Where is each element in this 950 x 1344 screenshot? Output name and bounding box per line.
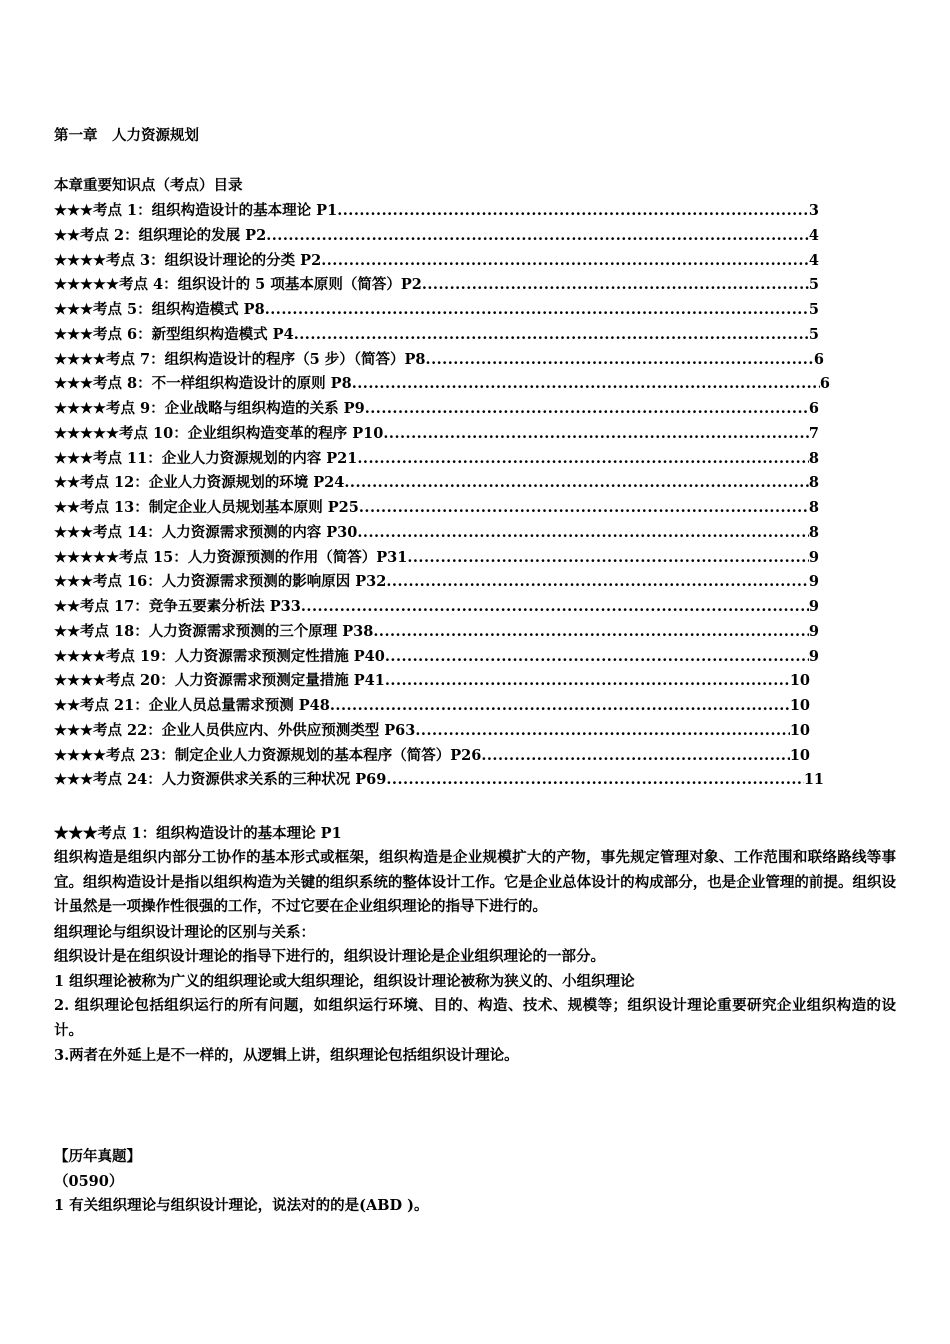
chapter-title: 第一章 人力资源规划 — [54, 127, 199, 144]
toc-title: 考点 11：企业人力资源规划的内容 P21 — [93, 449, 358, 467]
toc-item — [54, 523, 819, 543]
toc-title: 考点 17：竞争五要素分析法 P33 — [80, 598, 301, 615]
toc-item — [54, 251, 819, 271]
toc-title: 考点 4：组织设计的 5 项基本原则（简答）P2 — [119, 276, 422, 294]
toc-page-number: 5 — [808, 325, 819, 343]
toc-item — [54, 473, 819, 493]
exam-question: 1 有关组织理论与组织设计理论，说法对的的是(ABD )。 — [54, 1197, 429, 1214]
toc-leader — [386, 770, 803, 790]
toc-page-number: 8 — [808, 449, 819, 467]
toc-leader — [422, 275, 809, 295]
toc-stars: ★★★ — [54, 325, 93, 343]
toc-page-number: 7 — [808, 424, 819, 442]
toc-page-number: 10 — [789, 697, 810, 714]
toc-page-number: 9 — [808, 622, 819, 640]
toc-leader — [359, 498, 809, 518]
toc-leader — [266, 226, 809, 246]
toc-stars: ★★★ — [54, 771, 93, 789]
toc-stars: ★★★★ — [54, 647, 106, 665]
toc-item — [54, 424, 819, 444]
toc-title: 考点 1：组织构造设计的基本理论 P1 — [93, 202, 338, 219]
toc-leader — [426, 350, 814, 370]
toc-title: 考点 12：企业人力资源规划的环境 P24 — [80, 474, 345, 492]
toc-leader — [357, 449, 809, 469]
toc-page-number: 10 — [789, 721, 810, 739]
toc-title: 考点 6：新型组织构造模式 P4 — [93, 325, 294, 343]
toc-stars: ★★ — [54, 499, 80, 516]
toc-stars: ★★★★ — [54, 251, 106, 269]
toc-title: 考点 24：人力资源供求关系的三种状况 P69 — [93, 771, 387, 789]
section-intro: 组织构造是组织内部分工协作的基本形式或框架，组织构造是企业规模扩大的产物，事先规定管理对象、工作范围和联络路线等事宜。组织构造设计是指以组织构造为关键的组织系统的整体设计工作。它是企业总体设计的构成部分，也是企业管理的前提。组织设计虽然是一项操作性很强的工作，不过它要在企业组织理论的指导下进行的。 — [54, 849, 896, 915]
toc-title: 考点 8：不一样组织构造设计的原则 P8 — [93, 375, 352, 393]
toc-item — [54, 300, 819, 320]
toc-leader — [352, 374, 820, 394]
toc-leader — [337, 201, 809, 221]
toc-item — [54, 671, 810, 691]
toc-title: 考点 2：组织理论的发展 P2 — [80, 226, 267, 244]
toc-stars: ★★★★ — [54, 672, 106, 690]
toc-stars: ★★★ — [54, 301, 93, 318]
toc-stars: ★★ — [54, 474, 80, 492]
toc-page-number: 10 — [789, 672, 810, 690]
toc-leader — [330, 696, 790, 716]
toc-page-number: 11 — [803, 771, 824, 789]
toc-title: 考点 14：人力资源需求预测的内容 P30 — [93, 523, 358, 541]
toc-item — [54, 597, 819, 617]
toc-page-number: 9 — [808, 598, 819, 615]
toc-leader — [294, 325, 809, 345]
toc-leader — [415, 721, 789, 741]
toc-stars: ★★★★ — [54, 350, 106, 368]
toc-title: 考点 7：组织构造设计的程序（5 步）（简答）P8 — [106, 350, 426, 368]
toc-page-number: 8 — [808, 499, 819, 516]
toc-item — [54, 622, 819, 642]
toc-item — [54, 498, 819, 518]
toc-item — [54, 275, 819, 295]
toc-stars: ★★★★ — [54, 400, 106, 417]
toc-stars: ★★ — [54, 226, 80, 244]
toc-leader — [344, 473, 809, 493]
toc-title: 考点 19：人力资源需求预测定性措施 P40 — [106, 647, 385, 665]
point-1: 1 组织理论被称为广义的组织理论或大组织理论，组织设计理论被称为狭义的、小组织理论 — [54, 973, 635, 990]
toc-leader — [373, 622, 809, 642]
toc-page-number: 5 — [808, 276, 819, 294]
toc-page-number: 4 — [808, 251, 819, 269]
toc-page-number: 6 — [813, 350, 824, 368]
toc-leader — [265, 300, 809, 320]
toc-page-number: 5 — [808, 301, 819, 318]
toc-item — [54, 647, 819, 667]
toc-page-number: 3 — [808, 202, 819, 219]
toc-stars: ★★★ — [54, 202, 93, 219]
toc-title: 考点 16：人力资源需求预测的影响原因 P32 — [93, 573, 387, 591]
toc-page-number: 6 — [819, 375, 830, 393]
relation-text: 组织设计是在组织设计理论的指导下进行的，组织设计理论是企业组织理论的一部分。 — [54, 948, 605, 965]
toc-page-number: 10 — [789, 746, 810, 764]
toc-stars: ★★★★★ — [54, 548, 119, 566]
toc-title: 考点 23：制定企业人力资源规划的基本程序（简答）P26 — [106, 746, 482, 764]
toc-leader — [383, 424, 809, 444]
toc-title: 考点 10：企业组织构造变革的程序 P10 — [119, 424, 384, 442]
toc-page-number: 9 — [808, 573, 819, 591]
toc-leader — [385, 647, 809, 667]
toc-item — [54, 770, 824, 790]
toc-stars: ★★★★ — [54, 746, 106, 764]
toc-heading: 本章重要知识点（考点）目录 — [54, 177, 243, 194]
toc-item — [54, 696, 810, 716]
toc-page-number: 8 — [808, 474, 819, 492]
toc-page-number: 8 — [808, 523, 819, 541]
toc-page-number: 4 — [808, 226, 819, 244]
relation-heading: 组织理论与组织设计理论的区别与关系： — [54, 924, 315, 941]
toc-stars: ★★★ — [54, 721, 93, 739]
toc-stars: ★★ — [54, 622, 80, 640]
toc-item — [54, 226, 819, 246]
toc-stars: ★★★ — [54, 523, 93, 541]
toc-stars: ★★ — [54, 598, 80, 615]
toc-stars: ★★★ — [54, 449, 93, 467]
toc-leader — [385, 671, 790, 691]
section-heading: ★★★考点 1：组织构造设计的基本理论 P1 — [54, 825, 342, 842]
toc-stars: ★★★★★ — [54, 276, 119, 294]
toc-leader — [357, 523, 809, 543]
toc-stars: ★★ — [54, 697, 80, 714]
exam-code: （0590） — [54, 1173, 124, 1190]
toc-item — [54, 374, 830, 394]
toc-leader — [321, 251, 809, 271]
toc-item — [54, 548, 819, 568]
toc-title: 考点 13：制定企业人员规划基本原则 P25 — [80, 499, 359, 516]
toc-item — [54, 325, 819, 345]
toc-stars: ★★★★★ — [54, 424, 119, 442]
toc-page-number: 6 — [808, 400, 819, 417]
toc-title: 考点 9：企业战略与组织构造的关系 P9 — [106, 400, 365, 417]
point-3: 3.两者在外延上是不一样的，从逻辑上讲，组织理论包括组织设计理论。 — [54, 1047, 519, 1064]
toc-title: 考点 20：人力资源需求预测定量措施 P41 — [106, 672, 385, 690]
toc-stars: ★★★ — [54, 573, 93, 591]
toc-item — [54, 746, 810, 766]
toc-item — [54, 350, 824, 370]
toc-item — [54, 399, 819, 419]
exam-heading: 【历年真题】 — [54, 1148, 141, 1165]
toc-title: 考点 5：组织构造模式 P8 — [93, 301, 265, 318]
toc-leader — [301, 597, 809, 617]
toc-page-number: 9 — [808, 548, 819, 566]
toc-item — [54, 449, 819, 469]
toc-stars: ★★★ — [54, 375, 93, 393]
toc-title: 考点 22：企业人员供应内、外供应预测类型 P63 — [93, 721, 416, 739]
toc-title: 考点 15：人力资源预测的作用（简答）P31 — [119, 548, 408, 566]
toc-title: 考点 21：企业人员总量需求预测 P48 — [80, 697, 330, 714]
toc-leader — [386, 572, 809, 592]
toc-item — [54, 201, 819, 221]
toc-leader — [365, 399, 809, 419]
toc-page-number: 9 — [808, 647, 819, 665]
toc-title: 考点 18：人力资源需求预测的三个原理 P38 — [80, 622, 374, 640]
toc-item — [54, 721, 810, 741]
toc-title: 考点 3：组织设计理论的分类 P2 — [106, 251, 322, 269]
toc-leader — [481, 746, 790, 766]
point-2: 2. 组织理论包括组织运行的所有问题，如组织运行环境、目的、构造、技术、规模等；组织设计理论重要研究企业组织构造的设计。 — [54, 997, 896, 1039]
toc-item — [54, 572, 819, 592]
toc-leader — [407, 548, 809, 568]
